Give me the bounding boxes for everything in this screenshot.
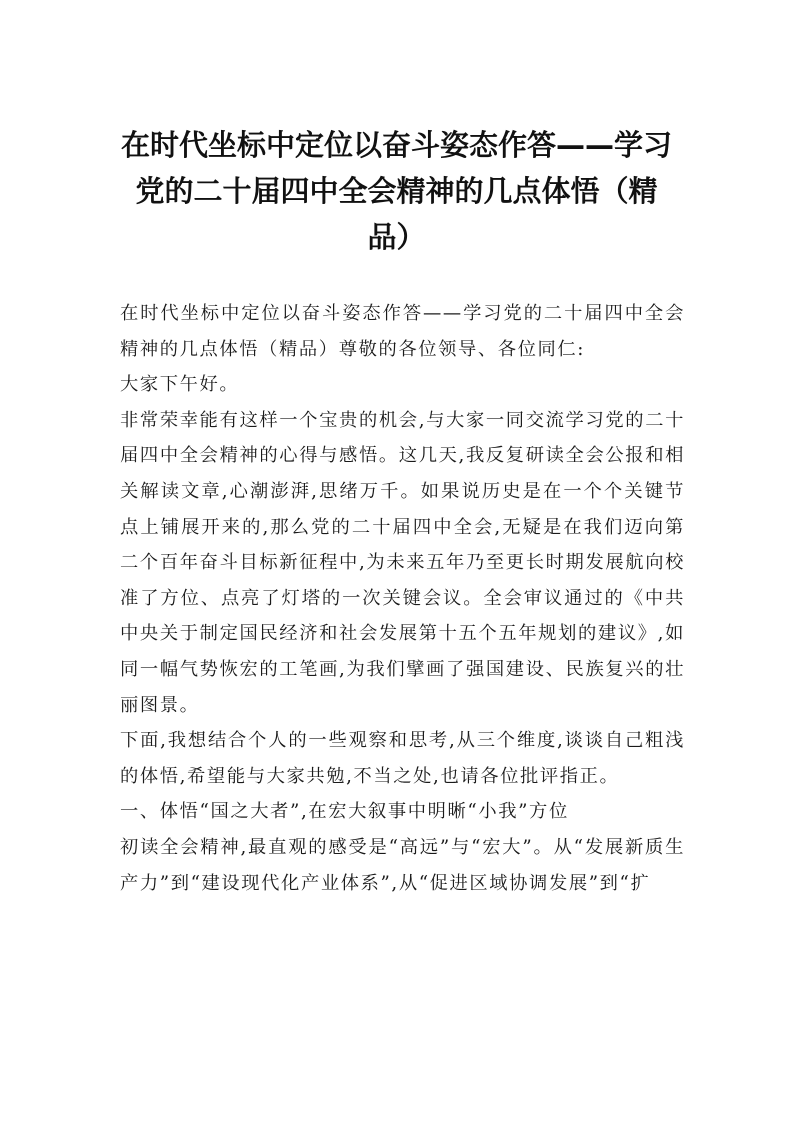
- section-heading-one: 一、体悟“国之大者”,在宏大叙事中明晰“小我”方位: [120, 801, 569, 823]
- paragraph-greeting: 大家下午好。: [120, 374, 240, 396]
- paragraph-outline: 下面,我想结合个人的一些观察和思考,从三个维度,谈谈自己粗浅的体悟,希望能与大家共勉,不当之处,也请各位批评指正。: [120, 730, 685, 787]
- document-body: [120, 296, 685, 901]
- paragraph-opening: 在时代坐标中定位以奋斗姿态作答——学习党的二十届四中全会精神的几点体悟（精品）尊敬的各位领导、各位同仁:: [120, 303, 685, 360]
- document-title: 在时代坐标中定位以奋斗姿态作答——学习党的二十届四中全会精神的几点体悟（精品）: [120, 128, 672, 254]
- paragraph-introduction: 非常荣幸能有这样一个宝贵的机会,与大家一同交流学习党的二十届四中全会精神的心得与感悟。这几天,我反复研读全会公报和相关解读文章,心潮澎湃,思绪万千。如果说历史是在一个个关键节点上铺展开来的,那么党的二十届四中全会,无疑是在我们迈向第二个百年奋斗目标新征程中,为未来五年乃至更长时期发展航向校准了方位、点亮了灯塔的一次关键会议。全会审议通过的《中共中央关于制定国民经济和社会发展第十五个五年规划的建议》,如同一幅气势恢宏的工笔画,为我们擘画了强国建设、民族复兴的壮丽图景。: [120, 409, 685, 716]
- paragraph-section-one: 初读全会精神,最直观的感受是“高远”与“宏大”。从“发展新质生产力”到“建设现代化产业体系”,从“促进区域协调发展”到“扩: [120, 836, 685, 894]
